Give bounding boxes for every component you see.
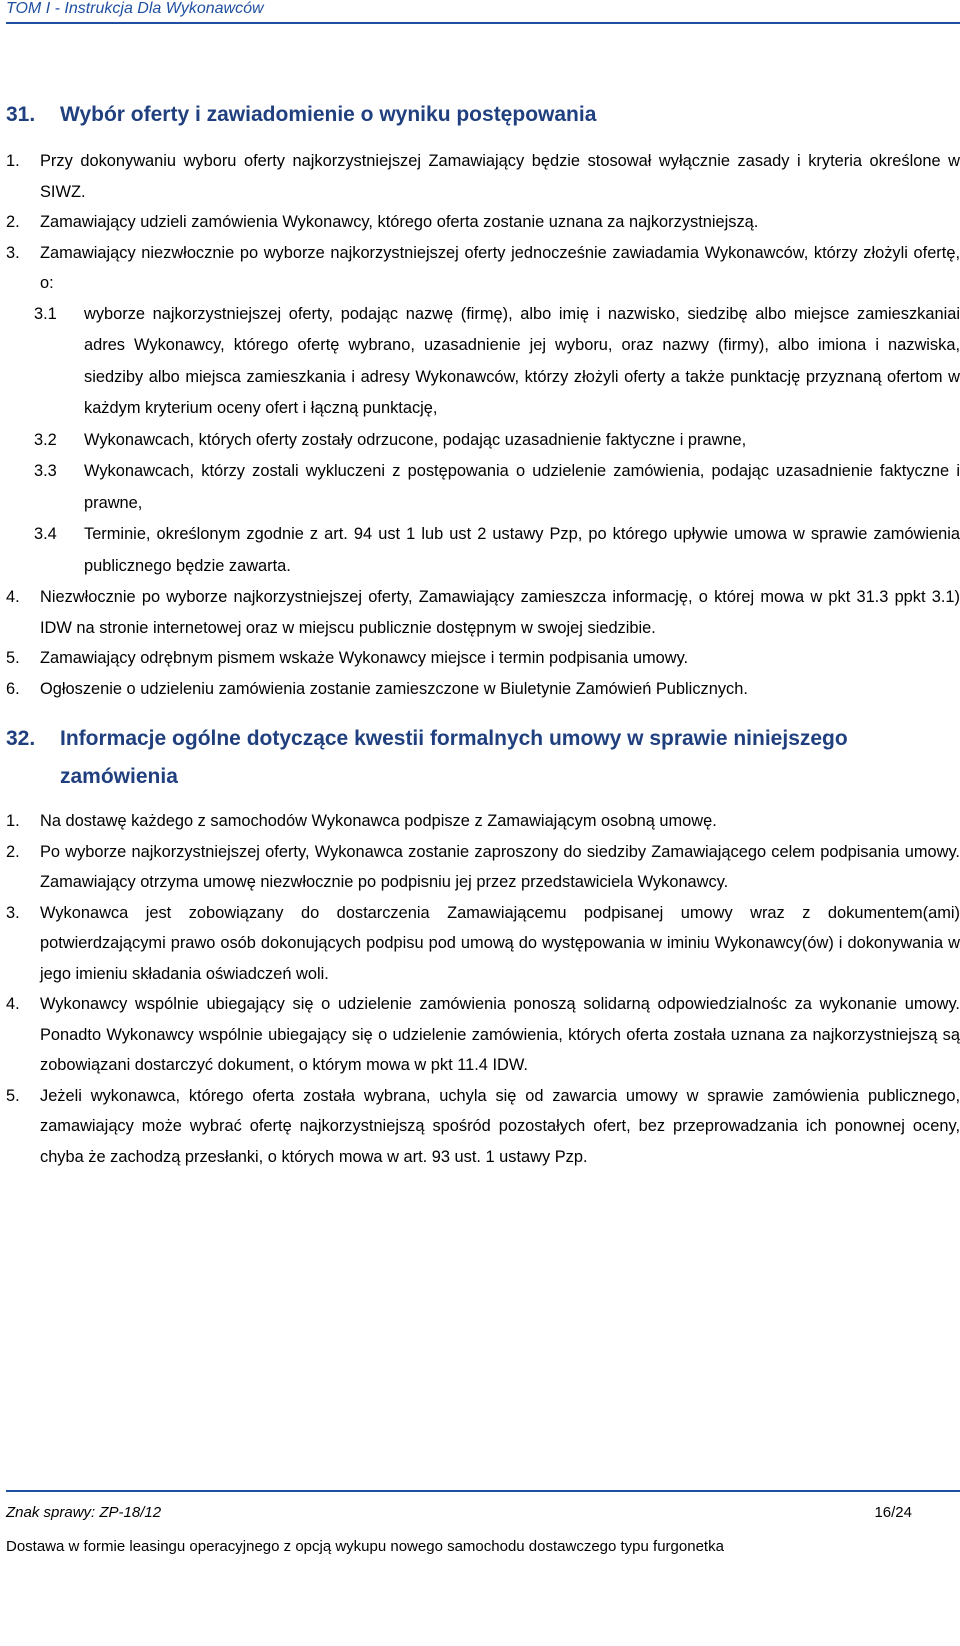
list-item (6, 238, 960, 299)
section-number: 32. (6, 727, 36, 750)
sub-item-number: 3.3 (34, 462, 57, 480)
document-body (6, 96, 960, 1172)
sub-item (6, 425, 960, 457)
sub-item-text: Wykonawcach, których oferty zostały odrzucone, podając uzasadnienie faktyczne i prawne, (84, 430, 747, 449)
item-text: Przy dokonywaniu wyboru oferty najkorzystniejszej Zamawiający będzie stosował wyłącznie zasady i kryteria określone w SIWZ. (40, 152, 960, 201)
item-text: Jeżeli wykonawca, którego oferta została wybrana, uchyla się od zawarcia umowy w sprawie zamówienia publicznego, zamawiający może wybrać ofertę najkorzystniejszą spośród pozostałych ofert, bez przeprowadzania ich ponownej oceny, chyba że zachodzą przesłanki, o których mowa w art. 93 ust. 1 ustawy Pzp. (40, 1086, 960, 1166)
item-number: 4. (6, 588, 20, 606)
sub-item (6, 456, 960, 519)
item-number: 1. (6, 152, 20, 170)
item-text: Zamawiający odrębnym pismem wskaże Wykonawcy miejsce i termin podpisania umowy. (40, 649, 689, 667)
sub-item (6, 299, 960, 425)
footer-description: Dostawa w formie leasingu operacyjnego z opcją wykupu nowego samochodu dostawczego typu furgonetka (6, 1538, 724, 1555)
page-number: 16/24 (874, 1504, 912, 1521)
item-number: 4. (6, 995, 20, 1013)
sub-item-number: 3.4 (34, 525, 57, 543)
section-heading-32 (6, 720, 960, 806)
sub-item-text: wyborze najkorzystniejszej oferty, podając nazwę (firmę), albo imię i nazwisko, siedzibę albo miejsce zamieszkaniai adres Wykonawcy, którego ofertę wybrano, uzasadnienie jej wyboru, oraz nazwy (firmy), albo imiona i nazwiska, siedziby albo miejsca zamieszkania i adresy Wykonawców, którzy złożyli oferty a także punktację przyznaną ofertom w każdym kryterium oceny ofert i łączną punktację, (84, 304, 960, 417)
section-heading-31 (6, 96, 960, 146)
list-item (6, 146, 960, 207)
case-number: Znak sprawy: ZP-18/12 (6, 1504, 162, 1521)
item-text: Niezwłocznie po wyborze najkorzystniejszej oferty, Zamawiający zamieszcza informację, o której mowa w pkt 31.3 ppkt 3.1) IDW na stronie internetowej oraz w miejscu publicznie dostępnym w swojej siedzibie. (40, 588, 960, 637)
list-item (6, 989, 960, 1081)
item-number: 5. (6, 1086, 20, 1105)
list-item (6, 806, 960, 837)
page-header (6, 0, 960, 26)
item-text: Wykonawca jest zobowiązany do dostarczenia Zamawiającemu podpisanej umowy wraz z dokumentem(ami) potwierdzającymi prawo osób dokonujących podpisu pod umową do występowania w iminiu Wykonawcy(ów) i dokonywania w jego imieniu składania oświadczeń woli. (40, 903, 960, 983)
sub-item-number: 3.1 (34, 304, 57, 323)
item-text: Wykonawcy wspólnie ubiegający się o udzielenie zamówienia ponoszą solidarną odpowiedzialnośc za wykonanie umowy. Ponadto Wykonawcy wspólnie ubiegający się o udzielenie zamówienia, których oferta została uznana za najkorzystniejszą są zobowiązani dostarczyć dokument, o którym mowa w pkt 11.4 IDW. (40, 995, 960, 1074)
list-item (6, 207, 960, 238)
item-text: Po wyborze najkorzystniejszej oferty, Wykonawca zostanie zaproszony do siedziby Zamawiającego celem podpisania umowy. Zamawiający otrzyma umowę niezwłocznie po podpisniu jej przez przedstawiciela Wykonawcy. (40, 842, 960, 891)
list-item (6, 837, 960, 898)
item-number: 1. (6, 812, 20, 830)
header-title: TOM I - Instrukcja Dla Wykonawców (6, 0, 264, 17)
sub-item-number: 3.2 (34, 430, 57, 449)
sub-item (6, 519, 960, 582)
item-text: Na dostawę każdego z samochodów Wykonawca podpisze z Zamawiającym osobną umowę. (40, 812, 717, 830)
section-title: Wybór oferty i zawiadomienie o wyniku postępowania (60, 103, 597, 126)
item-number: 2. (6, 213, 20, 231)
item-text: Ogłoszenie o udzieleniu zamówienia zostanie zamieszczone w Biuletynie Zamówień Publicznych. (40, 679, 748, 698)
item-text: Zamawiający niezwłocznie po wyborze najkorzystniejszej oferty jednocześnie zawiadamia Wykonawców, którzy złożyli ofertę, o: (40, 243, 960, 292)
list-item (6, 582, 960, 643)
section-number: 31. (6, 103, 36, 126)
section-title: Informacje ogólne dotyczące kwestii formalnych umowy w sprawie niniejszego zamówienia (60, 727, 848, 788)
list-item (6, 898, 960, 990)
sub-item-text: Terminie, określonym zgodnie z art. 94 ust 1 lub ust 2 ustawy Pzp, po którego upływie umowa w sprawie zamówienia publicznego będzie zawarta. (84, 525, 960, 575)
list-item (6, 643, 960, 674)
item-text: Zamawiający udzieli zamówienia Wykonawcy, którego oferta zostanie uznana za najkorzystniejszą. (40, 213, 759, 231)
item-number: 5. (6, 649, 20, 667)
item-number: 3. (6, 243, 20, 262)
item-number: 3. (6, 903, 20, 922)
header-divider (6, 22, 960, 24)
sub-item-text: Wykonawcach, którzy zostali wykluczeni z postępowania o udzielenie zamówienia, podając uzasadnienie faktyczne i prawne, (84, 462, 960, 512)
list-item (6, 1081, 960, 1173)
item-number: 6. (6, 679, 20, 698)
footer-divider (6, 1490, 960, 1492)
list-item (6, 674, 960, 705)
item-number: 2. (6, 842, 20, 861)
